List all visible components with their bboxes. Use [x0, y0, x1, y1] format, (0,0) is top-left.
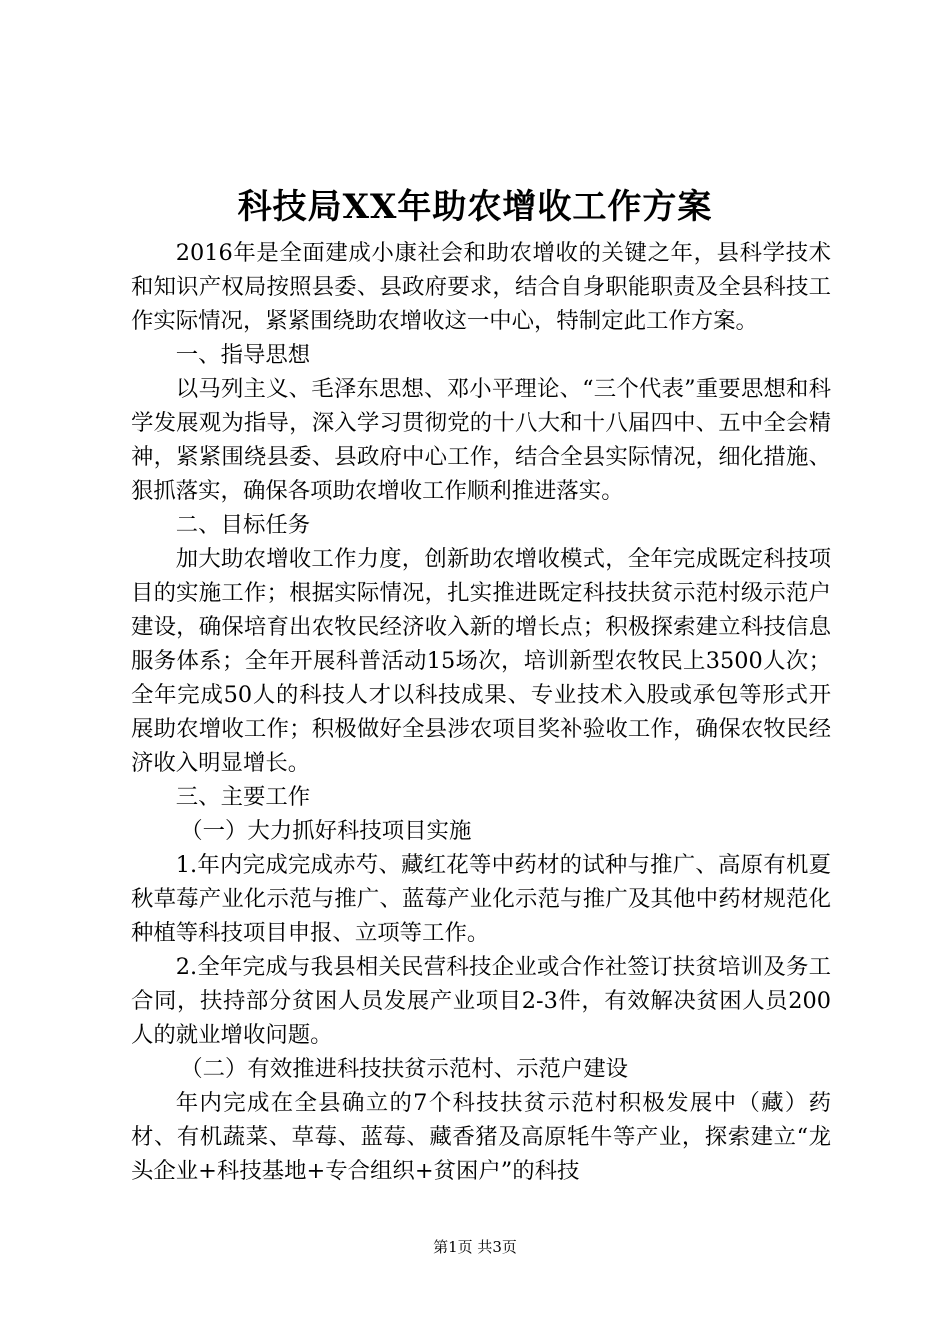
paragraph-item-1: 1.年内完成完成赤芍、藏红花等中药材的试种与推广、高原有机夏秋草莓产业化示范与推广、蓝莓产业化示范与推广及其他中药材规范化种植等科技项目申报、立项等工作。 [131, 852, 831, 946]
document-title: 科技局XX年助农增收工作方案 [237, 187, 713, 227]
paragraph-guiding-thought: 以马列主义、毛泽东思想、邓小平理论、“三个代表”重要思想和科学发展观为指导，深入学习贯彻党的十八大和十八届四中、五中全会精神，紧紧围绕县委、县政府中心工作，结合全县实际情况，细化措施、狠抓落实，确保各项助农增收工作顺利推进落实。 [131, 376, 831, 504]
subsection-heading-2: （二）有效推进科技扶贫示范村、示范户建设 [180, 1056, 629, 1082]
paragraph-item-2: 2.全年完成与我县相关民营科技企业或合作社签订扶贫培训及务工合同，扶持部分贫困人员发展产业项目2-3件，有效解决贫困人员200人的就业增收问题。 [131, 954, 831, 1048]
page-footer: 第1页 共3页 [433, 1238, 517, 1256]
section-heading-1: 一、指导思想 [175, 342, 311, 368]
paragraph-intro: 2016年是全面建成小康社会和助农增收的关键之年，县科学技术和知识产权局按照县委、县政府要求，结合自身职能职责及全县科技工作实际情况，紧紧围绕助农增收这一中心，特制定此工作方案。 [131, 240, 831, 334]
paragraph-targets: 加大助农增收工作力度，创新助农增收模式，全年完成既定科技项目的实施工作；根据实际情况，扎实推进既定科技扶贫示范村级示范户建设，确保培育出农牧民经济收入新的增长点；积极探索建立科技信息服务体系；全年开展科普活动15场次，培训新型农牧民上3500人次；全年完成50人的科技人才以科技成果、专业技术入股或承包等形式开展助农增收工作；积极做好全县涉农项目奖补验收工作，确保农牧民经济收入明显增长。 [131, 546, 831, 776]
subsection-heading-1: （一）大力抓好科技项目实施 [180, 818, 472, 844]
paragraph-demo-villages: 年内完成在全县确立的7个科技扶贫示范村积极发展中（藏）药材、有机蔬菜、草莓、蓝莓、藏香猪及高原牦牛等产业，探索建立“龙头企业+科技基地+专合组织+贫困户”的科技 [131, 1090, 831, 1184]
document-body [131, 236, 831, 1188]
section-heading-3: 三、主要工作 [175, 784, 311, 810]
section-heading-2: 二、目标任务 [175, 512, 311, 538]
